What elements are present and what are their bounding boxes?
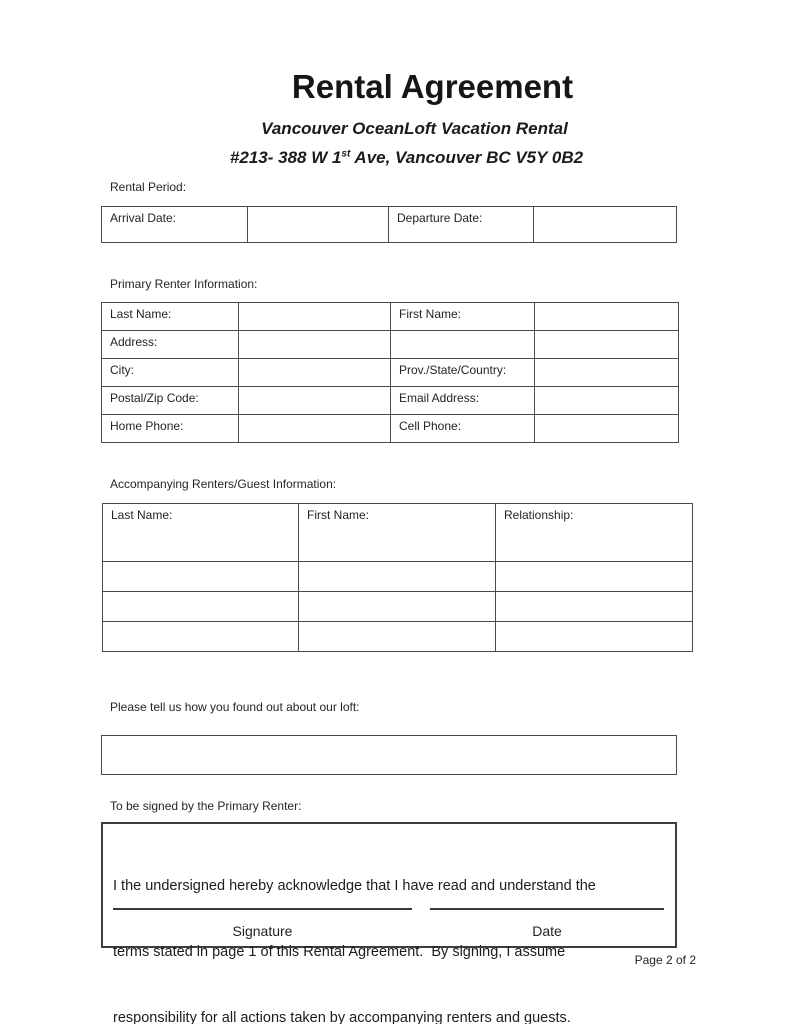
table-row [102,331,679,359]
email-value-cell[interactable] [535,387,679,415]
signature-lines [113,908,664,910]
address-value-cell[interactable] [239,331,391,359]
arrival-date-value-cell[interactable] [248,207,389,243]
acknowledgement-line: I the undersigned hereby acknowledge that I have read and understand the [113,878,596,894]
table-row [103,562,693,592]
signature-label: Signature [232,923,293,939]
accompanying-last-name-cell[interactable] [103,592,299,622]
email-label-cell: Email Address: [391,387,535,415]
address-extra-value-cell[interactable] [535,331,679,359]
accompanying-relationship-cell[interactable] [496,622,693,652]
section-label-primary-renter: Primary Renter Information: [110,277,258,291]
cell-phone-label-cell: Cell Phone: [391,415,535,443]
page-address [0,148,791,168]
postal-zip-value-cell[interactable] [239,387,391,415]
signature-labels [113,923,664,939]
prov-state-country-value-cell[interactable] [535,359,679,387]
date-label: Date [532,923,562,939]
table-row [102,387,679,415]
accompanying-relationship-cell[interactable] [496,592,693,622]
accompanying-first-name-cell[interactable] [299,622,496,652]
accompanying-first-name-header-cell[interactable]: First Name: [299,504,496,562]
address-text: #213- 388 W 1 [229,148,342,167]
table-row [103,592,693,622]
home-phone-label-cell: Home Phone: [102,415,239,443]
first-name-label-cell: First Name: [391,303,535,331]
first-name-value-cell[interactable] [535,303,679,331]
prov-state-country-label-cell: Prov./State/Country: [391,359,535,387]
table-row [102,207,677,243]
postal-zip-label-cell: Postal/Zip Code: [102,387,239,415]
section-label-accompanying-renters: Accompanying Renters/Guest Information: [110,477,337,491]
accompanying-last-name-cell[interactable] [103,562,299,592]
date-line[interactable] [430,908,664,910]
accompanying-relationship-header-cell[interactable]: Relationship: [496,504,693,562]
table-row [102,415,679,443]
signature-line[interactable] [113,908,412,910]
arrival-date-label-cell: Arrival Date: [102,207,248,243]
acknowledgement-line: terms stated in page 1 of this Rental Agreement. By signing, I assume [113,944,566,960]
table-row [102,303,679,331]
page-number: Page 2 of 2 [634,953,696,967]
address-label-cell: Address: [102,331,239,359]
home-phone-value-cell[interactable] [239,415,391,443]
departure-date-value-cell[interactable] [534,207,677,243]
acknowledgement-line: responsibility for all actions taken by accompanying renters and guests. [113,1010,571,1024]
cell-phone-value-cell[interactable] [535,415,679,443]
departure-date-label-cell: Departure Date: [389,207,534,243]
section-label-referral: Please tell us how you found out about our loft: [110,700,360,714]
section-label-to-be-signed: To be signed by the Primary Renter: [110,799,302,813]
city-label-cell: City: [102,359,239,387]
accompanying-first-name-cell[interactable] [299,562,496,592]
section-label-rental-period: Rental Period: [110,180,187,194]
address-extra-cell[interactable] [391,331,535,359]
last-name-label-cell: Last Name: [102,303,239,331]
accompanying-relationship-cell[interactable] [496,562,693,592]
table-header-row [103,504,693,562]
rental-period-table [101,206,677,243]
page-title: Rental Agreement [291,68,574,105]
address-ordinal-superscript: st [341,148,351,160]
page-subtitle: Vancouver OceanLoft Vacation Rental [261,119,568,138]
last-name-value-cell[interactable] [239,303,391,331]
city-value-cell[interactable] [239,359,391,387]
table-row [103,622,693,652]
accompanying-last-name-header-cell[interactable]: Last Name: [103,504,299,562]
accompanying-first-name-cell[interactable] [299,592,496,622]
accompanying-last-name-cell[interactable] [103,622,299,652]
address-text-continued: Ave, Vancouver BC V5Y 0B2 [350,148,584,167]
primary-renter-table [101,302,679,443]
referral-input-box[interactable] [101,735,677,775]
table-row [102,359,679,387]
accompanying-renters-table [102,503,693,652]
